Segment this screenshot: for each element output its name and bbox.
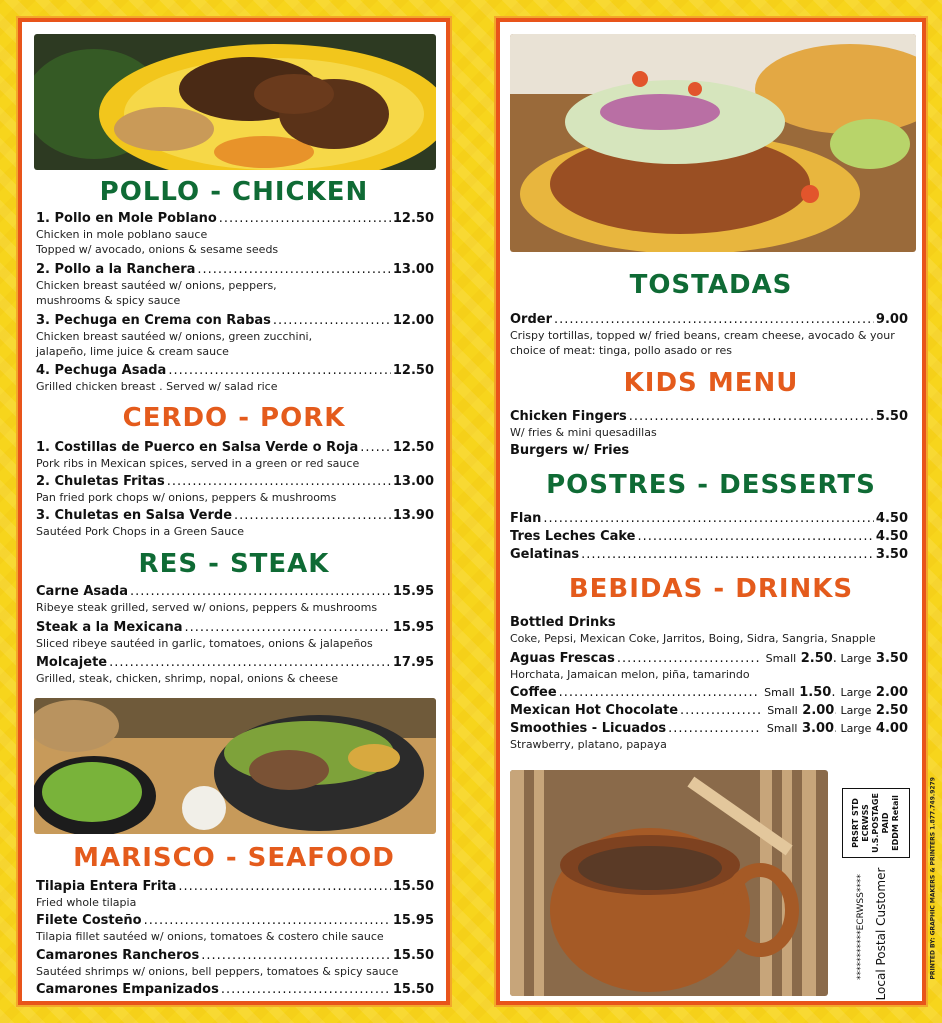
item-name: Tres Leches Cake (510, 529, 636, 544)
item-description: Fried whole tilapia (36, 896, 137, 909)
menu-item (36, 473, 434, 505)
tostadas-photo (510, 34, 916, 252)
item-description: Grilled, steak, chicken, shrimp, nopal, onions & cheese (36, 672, 338, 685)
menu-item (36, 619, 434, 651)
item-price: 15.50 (392, 948, 434, 963)
item-price: 15.95 (392, 584, 434, 599)
item-price: 15.95 (392, 620, 434, 635)
large-label: Large (840, 686, 872, 699)
menu-item (36, 362, 434, 394)
menu-item (510, 702, 908, 719)
small-label: Small (767, 704, 798, 717)
large-label: Large (840, 704, 872, 717)
stamp-line: ECRWSS (861, 804, 870, 842)
menu-item (510, 408, 908, 440)
menu-item (36, 507, 434, 539)
item-name: Burgers w/ Fries (510, 443, 630, 458)
item-description: Strawberry, platano, papaya (510, 738, 667, 751)
stamp-line: PAID (881, 812, 890, 834)
item-description: W/ fries & mini quesadillas (510, 426, 657, 439)
item-name: Molcajete (36, 655, 108, 670)
item-name: Mexican Hot Chocolate (510, 703, 679, 718)
section-title-postres: POSTRES - DESSERTS (546, 470, 876, 500)
section-title-tostadas: TOSTADAS (629, 270, 793, 300)
right-menu-panel (496, 18, 926, 1005)
small-price: 2.50 (800, 651, 833, 666)
small-price: 1.50 (799, 685, 832, 700)
item-name: Filete Costeño (36, 913, 142, 928)
menu-item (36, 947, 434, 979)
small-label: Small (766, 722, 798, 735)
item-price: 13.00 (392, 474, 434, 489)
item-description: Coke, Pepsi, Mexican Coke, Jarritos, Boing, Sidra, Sangria, Snapple (510, 632, 876, 645)
item-name: Camarones Empanizados (36, 982, 219, 997)
postal-customer: Local Postal Customer (874, 867, 888, 1001)
item-price: 9.00 (875, 312, 908, 327)
printer-credit: PRINTED BY: GRAPHIC MAKERS & PRINTERS 1.877.749.9279 (929, 777, 937, 980)
item-description: Crispy tortillas, topped w/ fried beans, cream cheese, avocado & your (510, 329, 895, 342)
item-price: 3.50 (875, 547, 908, 562)
item-name: 2. Chuletas Fritas (36, 474, 165, 489)
section-title-marisco: MARISCO - SEAFOOD (73, 843, 395, 873)
menu-item (36, 912, 434, 944)
item-description: choice of meat: tinga, pollo asado or res (510, 344, 733, 357)
item-price: 15.50 (392, 879, 434, 894)
menu-item (36, 210, 434, 257)
menu-item (36, 261, 434, 308)
item-price: 4.50 (875, 511, 908, 526)
item-price: 15.50 (392, 982, 434, 997)
item-description: mushrooms & spicy sauce (36, 294, 181, 307)
menu-item (36, 654, 434, 686)
section-title-res: RES - STEAK (138, 549, 330, 579)
large-label: Large (840, 652, 872, 665)
section-title-bebidas: BEBIDAS - DRINKS (568, 574, 854, 604)
item-name: Chicken Fingers (510, 409, 627, 424)
item-description: Horchata, Jamaican melon, piña, tamarindo (510, 668, 750, 681)
item-name: Camarones Rancheros (36, 948, 200, 963)
item-price: 5.50 (875, 409, 908, 424)
left-menu-panel (18, 18, 450, 1005)
item-name: 3. Chuletas en Salsa Verde (36, 508, 233, 523)
item-price: 13.00 (392, 262, 434, 277)
menu-item (510, 546, 908, 563)
item-description: Pork ribs in Mexican spices, served in a green or red sauce (36, 457, 360, 470)
molcajete-photo (34, 698, 436, 834)
menu-item (510, 650, 908, 682)
section-title-kids: KIDS MENU (623, 368, 799, 398)
small-label: Small (764, 686, 795, 699)
large-price: 3.50 (875, 651, 908, 666)
item-name: Carne Asada (36, 584, 128, 599)
menu-item (510, 684, 908, 701)
item-description: Topped w/ avocado, onions & sesame seeds (36, 243, 279, 256)
section-title-pollo: POLLO - CHICKEN (99, 177, 369, 207)
item-description: jalapeño, lime juice & cream sauce (36, 345, 229, 358)
small-label: Small (765, 652, 797, 665)
item-description: Tilapia fillet sautéed w/ onions, tomatoes & costero chile sauce (36, 930, 384, 943)
menu-item (36, 878, 434, 910)
menu-item (510, 442, 908, 459)
small-price: 2.00 (802, 703, 835, 718)
hot-chocolate-photo (510, 770, 828, 996)
menu-item (510, 510, 908, 527)
item-name: Order (510, 312, 552, 327)
item-name: Smoothies - Licuados (510, 721, 667, 736)
item-description: Chicken in mole poblano sauce (36, 228, 208, 241)
mole-poblano-photo (34, 34, 436, 170)
item-price: 12.50 (392, 363, 434, 378)
menu-item (510, 720, 908, 752)
item-price: 4.50 (875, 529, 908, 544)
large-price: 2.00 (875, 685, 908, 700)
item-name: Gelatinas (510, 547, 580, 562)
item-description: Sliced ribeye sautéed in garlic, tomatoes, onions & jalapeños (36, 637, 373, 650)
menu-item (510, 614, 908, 646)
item-name: Coffee (510, 685, 557, 700)
menu-item (36, 439, 434, 471)
item-description: Chicken breast sautéed w/ onions, peppers, (36, 279, 277, 292)
section-title-cerdo: CERDO - PORK (122, 403, 346, 433)
item-price: 15.95 (392, 913, 434, 928)
item-name: Bottled Drinks (510, 615, 616, 630)
item-description: Sautéed shrimps w/ onions, bell peppers, tomatoes & spicy sauce (36, 965, 399, 978)
stamp-line: EDDM Retail (891, 795, 900, 851)
menu-item (36, 312, 434, 359)
item-description: Ribeye steak grilled, served w/ onions, peppers & mushrooms (36, 601, 378, 614)
item-name: 1. Costillas de Puerco en Salsa Verde o Roja (36, 440, 359, 455)
menu-item (510, 528, 908, 545)
item-price: 17.95 (392, 655, 434, 670)
item-name: 4. Pechuga Asada (36, 363, 167, 378)
stamp-line: PRSRT STD (851, 798, 860, 848)
item-price: 13.90 (392, 508, 434, 523)
item-description: Pan fried pork chops w/ onions, peppers & mushrooms (36, 491, 337, 504)
stamp-line: U.S.POSTAGE (871, 793, 880, 853)
large-price: 4.00 (875, 721, 908, 736)
menu-item (36, 583, 434, 615)
item-name: Flan (510, 511, 542, 526)
item-description: Grilled chicken breast . Served w/ salad rice (36, 380, 278, 393)
item-name: 1. Pollo en Mole Poblano (36, 211, 217, 226)
item-price: 12.50 (392, 211, 434, 226)
item-description: Chicken breast sautéed w/ onions, green zucchini, (36, 330, 313, 343)
item-name: 3. Pechuga en Crema con Rabas (36, 313, 271, 328)
item-description: Sautéed Pork Chops in a Green Sauce (36, 525, 245, 538)
item-price: 12.00 (392, 313, 434, 328)
item-name: 2. Pollo a la Ranchera (36, 262, 196, 277)
small-price: 3.00 (802, 721, 835, 736)
postage-stamp (842, 788, 910, 858)
item-name: Tilapia Entera Frita (36, 879, 177, 894)
large-label: Large (840, 722, 872, 735)
item-price: 12.50 (392, 440, 434, 455)
item-name: Steak a la Mexicana (36, 620, 183, 635)
large-price: 2.50 (875, 703, 908, 718)
item-name: Aguas Frescas (510, 651, 615, 666)
menu-item (36, 981, 434, 998)
ecrwss-line: ***********ECRWSS**** (856, 874, 866, 980)
menu-item (510, 311, 908, 358)
